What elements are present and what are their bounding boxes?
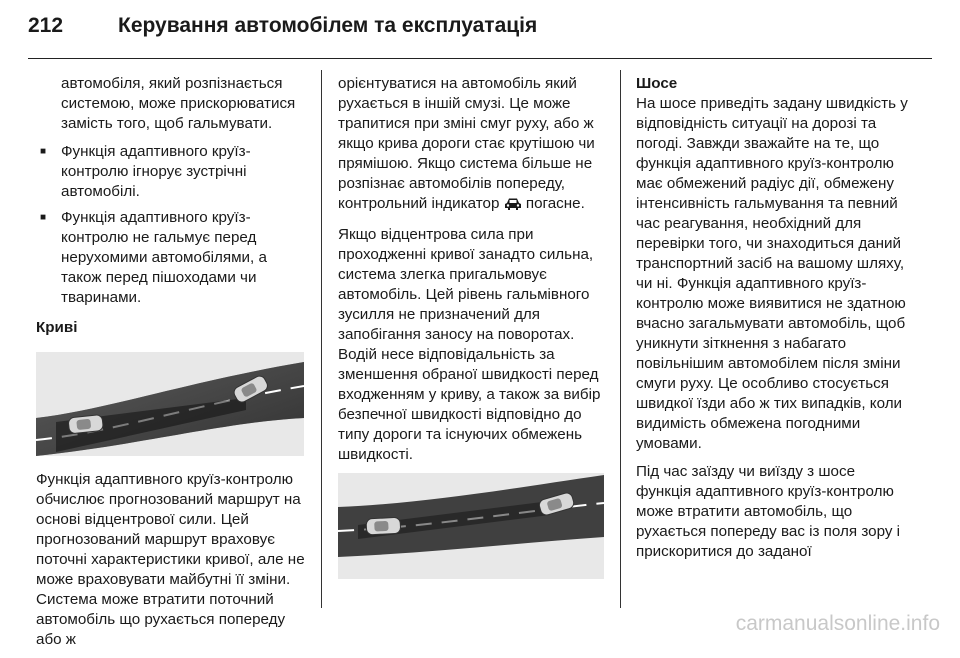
paragraph: Під час заїзду чи виїзду з шосе функція адаптивного круїз-контролю може втратити автомобіль, що рухається попереду вас із поля зору і прискоритися до заданої: [636, 463, 901, 560]
paragraph: [338, 74, 606, 217]
header-rule: [28, 58, 932, 59]
column-1: [36, 74, 306, 658]
bullet-list: [36, 142, 306, 308]
curve-lane-change-illustration: [338, 473, 604, 579]
column-divider: [321, 70, 322, 608]
column-3: [636, 74, 908, 570]
section-heading-curves: Криві: [36, 319, 78, 336]
vehicle-ahead-icon: [504, 197, 522, 217]
section-heading-highway: Шосе: [636, 75, 678, 92]
page-number: 212: [28, 14, 64, 37]
watermark: carmanualsonline.info: [735, 612, 940, 635]
paragraph: Якщо відцентрова сила при проходженні кривої занадто сильна, система злегка пригальмовує автомобіль. Цей рівень гальмівного зусилля не призначений для запобігання заносу на поворотах. Водій несе відповідальність за зменшення обраної швидкості перед входженням у криву, а також за вибір безпечної швидкості відповідно до типу дороги та існуючих обмежень швидкості.: [338, 226, 601, 463]
bullet-item: ■ Функція адаптивного круїз-контролю не гальмує перед нерухомими автомобілями, а також перед пішоходами чи тваринами.: [36, 208, 306, 308]
page-title: Керування автомобілем та експлуатація: [118, 14, 538, 37]
bullet-item: ■ Функція адаптивного круїз-контролю ігнорує зустрічні автомобілі.: [36, 142, 306, 202]
paragraph-text: погасне.: [521, 195, 585, 212]
column-divider: [620, 70, 621, 608]
curves-paragraph: Функція адаптивного круїз-контролю обчислює прогнозований маршрут на основі відцентрової сили. Цей прогнозований маршрут враховує поточні характеристики кривої, але не може враховувати майбутні її зміни. Система може втратити поточний автомобіль що рухається попереду або ж: [36, 471, 305, 648]
curve-illustration: [36, 352, 304, 456]
page-header: [0, 0, 960, 58]
column-2: [338, 74, 606, 593]
paragraph-text: орієнтуватися на автомобіль який рухається в іншій смузі. Це може трапитися при зміні смуг руху, або ж якщо крива дороги стає крутішою чи прямішою. Якщо система більше не розпізнає автомобілів попереду, контрольний індикатор: [338, 75, 595, 212]
continued-paragraph: автомобіля, який розпізнається системою, може прискорюватися замість того, щоб гальмувати.: [61, 75, 296, 132]
paragraph: На шосе приведіть задану швидкість у відповідність ситуації на дорозі та погоді. Завжди зважайте на те, що функція адаптивного круїз-контролю має обмежений радіус дії, обмежену інтенсивність гальмування та певний час реагування, необхідний для перевірки того, чи знаходиться даний транспортний засіб на вашому шляху, чи ні. Функція адаптивного круїз-контролю може виявитися не здатною вчасно загальмувати автомобіль, щоб уникнути зіткнення з набагато повільнішим автомобілем після зміни смуги руху. Це особливо стосується швидкої їзди або ж тих випадків, коли видимість обмежена погодними умовами.: [636, 95, 908, 452]
